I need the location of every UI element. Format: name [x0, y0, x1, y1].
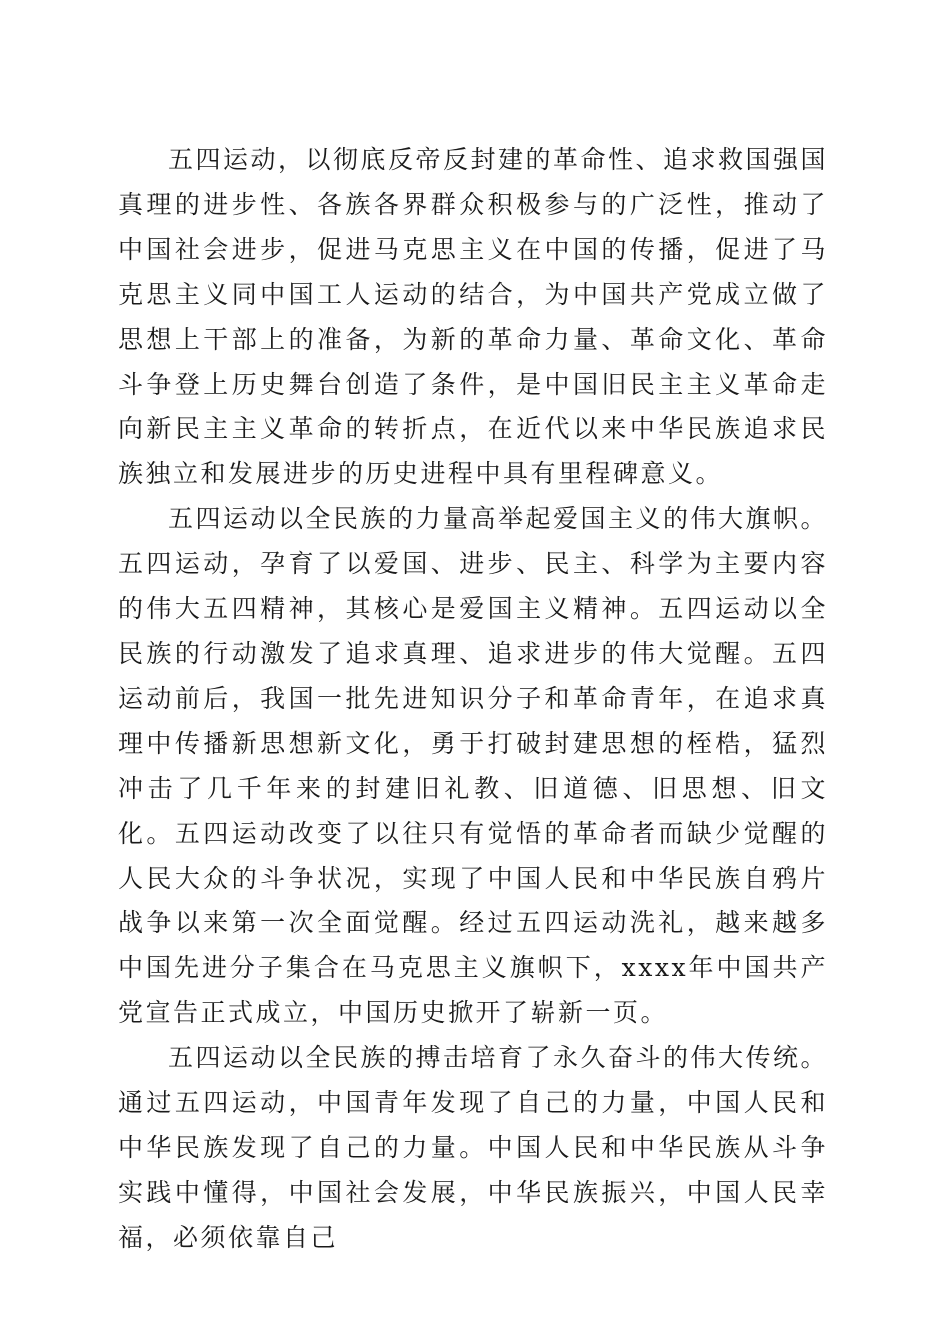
paragraph-1: 五四运动，以彻底反帝反封建的革命性、追求救国强国真理的进步性、各族各界群众积极参与的广泛性，推动了中国社会进步，促进马克思主义在中国的传播，促进了马克思主义同中国工人运动的结合，为中国共产党成立做了思想上干部上的准备，为新的革命力量、革命文化、革命斗争登上历史舞台创造了条件，是中国旧民主主义革命走向新民主主义革命的转折点，在近代以来中华民族追求民族独立和发展进步的历史进程中具有里程碑意义。: [118, 145, 829, 489]
paragraph-2: 五四运动以全民族的力量高举起爱国主义的伟大旗帜。五四运动，孕育了以爱国、进步、民主、科学为主要内容的伟大五四精神，其核心是爱国主义精神。五四运动以全民族的行动激发了追求真理、追求进步的伟大觉醒。五四运动前后，我国一批先进知识分子和革命青年，在追求真理中传播新思想新文化，勇于打破封建思想的桎梏，猛烈冲击了几千年来的封建旧礼教、旧道德、旧思想、旧文化。五四运动改变了以往只有觉悟的革命者而缺少觉醒的人民大众的斗争状况，实现了中国人民和中华民族自鸦片战争以来第一次全面觉醒。经过五四运动洗礼，越来越多中国先进分子集合在马克思主义旗帜下，xxxx年中国共产党宣告正式成立，中国历史掀开了崭新一页。: [118, 504, 829, 1028]
document-body: [118, 138, 828, 1261]
paragraph-3: 五四运动以全民族的搏击培育了永久奋斗的伟大传统。通过五四运动，中国青年发现了自己的力量，中国人民和中华民族发现了自己的力量。中国人民和中华民族从斗争实践中懂得，中国社会发展，中华民族振兴，中国人民幸福，必须依靠自己: [118, 1043, 829, 1252]
